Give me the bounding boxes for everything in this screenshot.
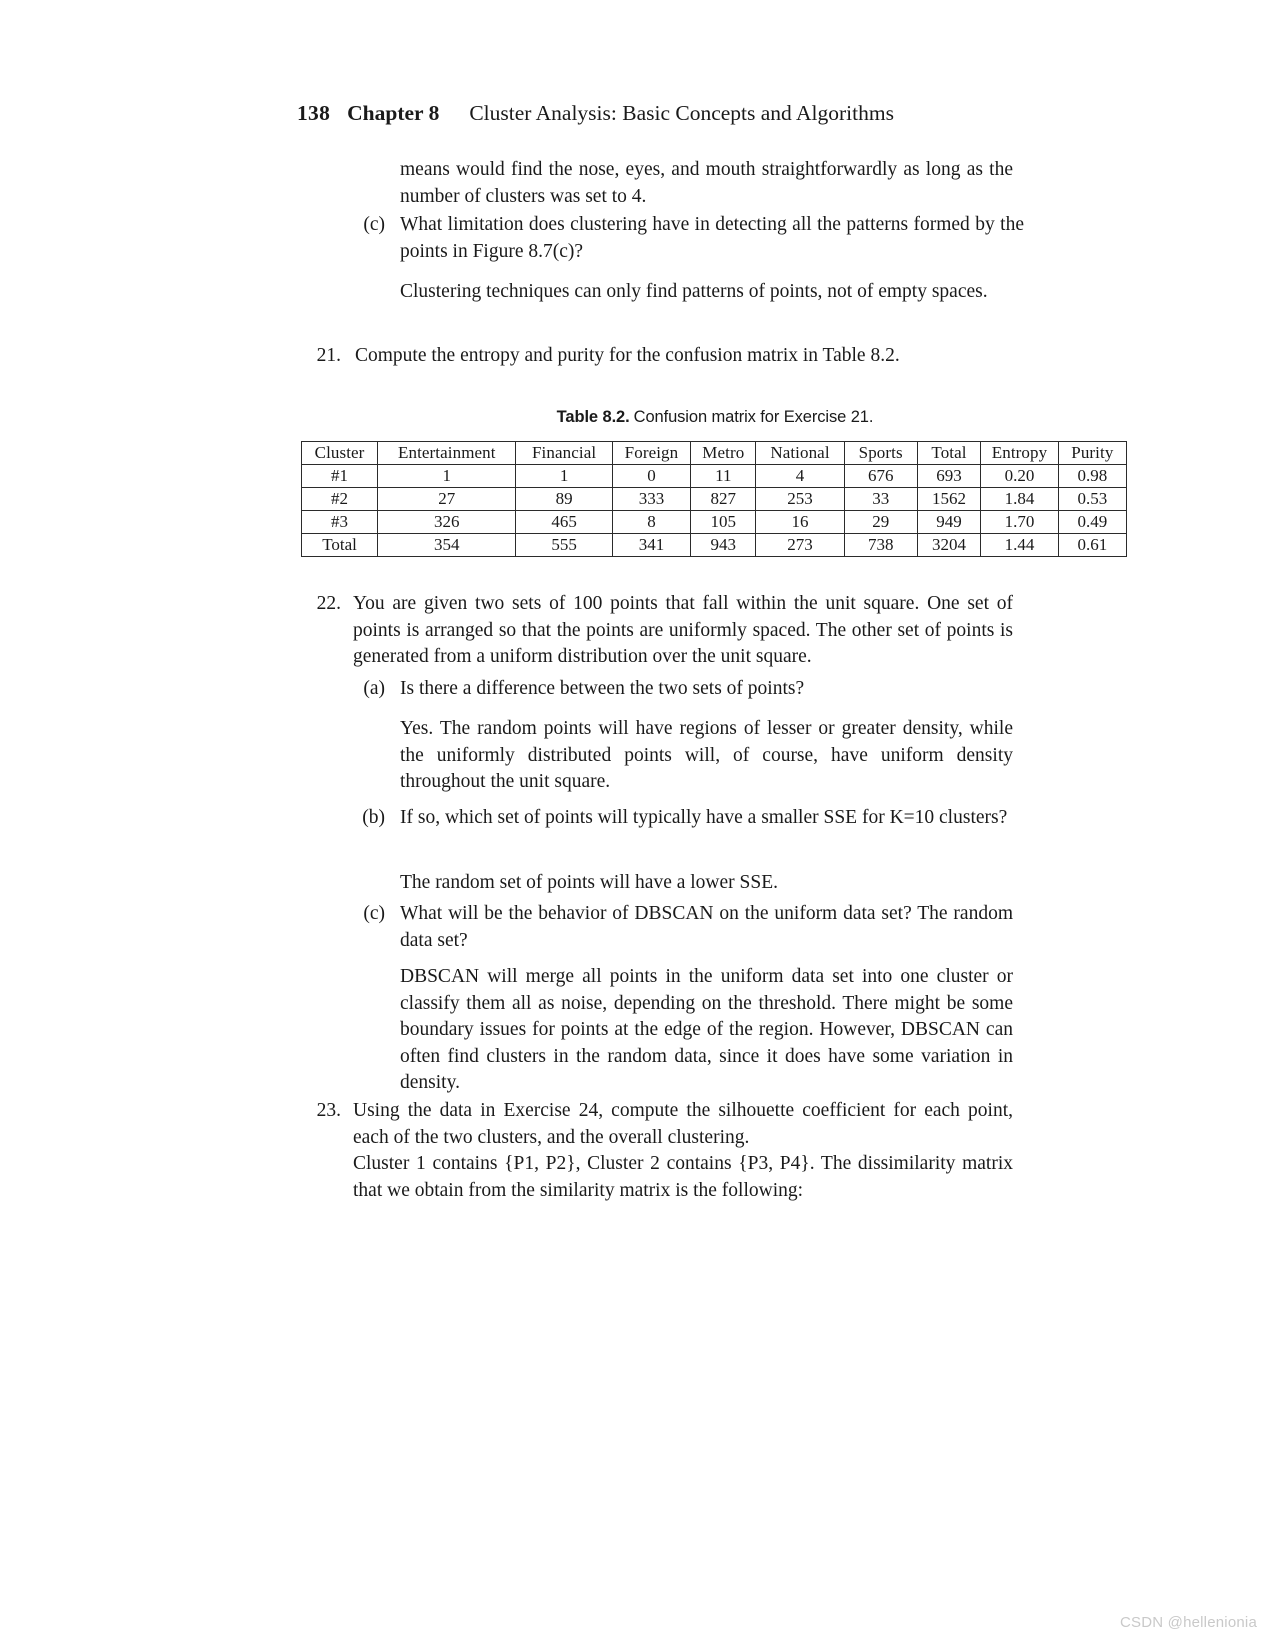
cell-sports: 29 [844,511,917,534]
answer-22b: The random set of points will have a lower SSE. [400,872,779,893]
list-marker-22c: (c) [363,903,385,924]
col-header-financial: Financial [516,442,612,465]
table-row [302,511,1127,534]
list-marker-23: 23. [316,1100,341,1121]
cell-entertainment: 27 [378,488,516,511]
running-head [297,98,1157,128]
table-header-row [302,442,1127,465]
cell-sports: 676 [844,465,917,488]
cell-national: 16 [756,511,844,534]
question-22a: Is there a difference between the two sets of points? [400,678,805,699]
table-row [302,488,1127,511]
cell-national: 253 [756,488,844,511]
col-header-cluster: Cluster [302,442,378,465]
answer-22c: DBSCAN will merge all points in the uniform data set into one cluster or classify them all as noise, depending on the threshold. There might be some boundary issues for points at the edge of the region. However, DBSCAN can often find clusters in the random data, since it does have some variation in density. [400,966,1013,1094]
cell-purity: 0.49 [1058,511,1126,534]
question-21: Compute the entropy and purity for the confusion matrix in Table 8.2. [355,345,900,366]
chapter-label: Chapter 8 [347,101,440,125]
cell-foreign: 0 [612,465,691,488]
table-caption-text: Confusion matrix for Exercise 21. [633,408,874,426]
cell-purity: 0.61 [1058,534,1126,557]
cell-purity: 0.98 [1058,465,1126,488]
cell-national: 4 [756,465,844,488]
cell-cluster: #3 [302,511,378,534]
cell-national: 273 [756,534,844,557]
cell-entertainment: 1 [378,465,516,488]
cell-financial: 89 [516,488,612,511]
question-22b: If so, which set of points will typically have a smaller SSE for K=10 clusters? [400,807,1008,828]
cell-entropy: 1.70 [981,511,1058,534]
cell-foreign: 8 [612,511,691,534]
cell-cluster: Total [302,534,378,557]
col-header-sports: Sports [844,442,917,465]
cell-foreign: 341 [612,534,691,557]
cell-financial: 555 [516,534,612,557]
list-marker-21: 21. [316,345,341,366]
list-marker-20c: (c) [363,214,385,235]
table-caption [300,408,1130,427]
cell-entropy: 0.20 [981,465,1058,488]
col-header-national: National [756,442,844,465]
list-marker-22b: (b) [362,807,385,828]
col-header-total: Total [917,442,980,465]
answer-20c: Clustering techniques can only find patterns of points, not of empty spaces. [400,281,988,302]
cell-metro: 827 [691,488,756,511]
cell-entropy: 1.84 [981,488,1058,511]
cell-sports: 33 [844,488,917,511]
watermark: CSDN @hellenionia [1119,1614,1257,1631]
cell-entropy: 1.44 [981,534,1058,557]
answer-20c-continuation: means would find the nose, eyes, and mouth straightforwardly as long as the number of clusters was set to 4. [400,159,1013,207]
table-caption-label: Table 8.2. [556,408,630,426]
chapter-title: Cluster Analysis: Basic Concepts and Algorithms [469,101,894,125]
page-number: 138 [297,101,331,125]
cell-entertainment: 354 [378,534,516,557]
cell-financial: 1 [516,465,612,488]
cell-financial: 465 [516,511,612,534]
cell-total: 3204 [917,534,980,557]
cell-cluster: #1 [302,465,378,488]
question-20c: What limitation does clustering have in detecting all the patterns formed by the points in Figure 8.7(c)? [400,214,1024,262]
cell-metro: 943 [691,534,756,557]
confusion-matrix-table-wrapper [301,441,1127,557]
cell-cluster: #2 [302,488,378,511]
cell-metro: 11 [691,465,756,488]
list-marker-22a: (a) [363,678,385,699]
question-22c: What will be the behavior of DBSCAN on the uniform data set? The random data set? [400,903,1013,951]
cell-foreign: 333 [612,488,691,511]
cell-sports: 738 [844,534,917,557]
answer-22a: Yes. The random points will have regions of lesser or greater density, while the uniformly distributed points will, of course, have uniform density throughout the unit square. [400,718,1013,793]
table-row-total [302,534,1127,557]
col-header-metro: Metro [691,442,756,465]
cell-entertainment: 326 [378,511,516,534]
table-row [302,465,1127,488]
question-22: You are given two sets of 100 points that fall within the unit square. One set of points is arranged so that the points are uniformly spaced. The other set of points is generated from a uniform distribution over the unit square. [353,593,1013,668]
col-header-entertainment: Entertainment [378,442,516,465]
question-23: Using the data in Exercise 24, compute the silhouette coefficient for each point, each of the two clusters, and the overall clustering. [353,1100,1013,1148]
answer-23: Cluster 1 contains {P1, P2}, Cluster 2 contains {P3, P4}. The dissimilarity matrix that we obtain from the similarity matrix is the following: [353,1153,1013,1201]
cell-metro: 105 [691,511,756,534]
confusion-matrix-table [301,441,1127,557]
list-marker-22: 22. [316,593,341,614]
col-header-entropy: Entropy [981,442,1058,465]
col-header-purity: Purity [1058,442,1126,465]
col-header-foreign: Foreign [612,442,691,465]
cell-total: 949 [917,511,980,534]
cell-total: 693 [917,465,980,488]
cell-purity: 0.53 [1058,488,1126,511]
cell-total: 1562 [917,488,980,511]
